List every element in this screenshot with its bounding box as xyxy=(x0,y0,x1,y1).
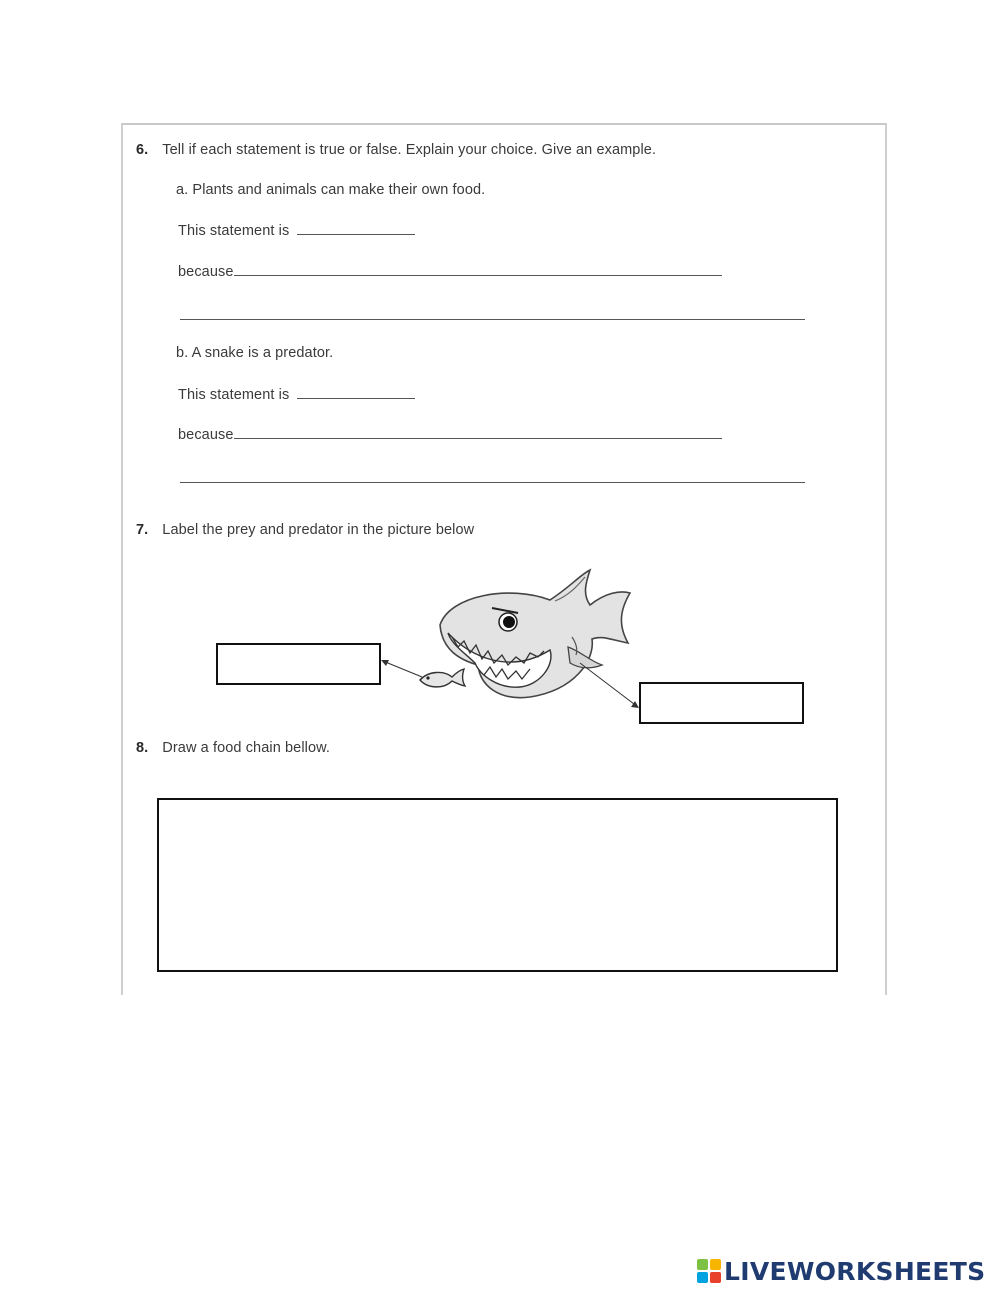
question-8-number: 8. xyxy=(136,740,149,756)
question-7-prompt: Label the prey and predator in the picture below xyxy=(162,522,475,538)
statement-b-verdict-blank[interactable] xyxy=(297,386,415,399)
statement-a: a. Plants and animals can make their own food. xyxy=(176,182,486,198)
statement-b-because-label: because xyxy=(178,427,234,443)
statement-b-verdict-row xyxy=(178,386,415,403)
predator-arrow xyxy=(580,663,638,707)
statement-b-answer-line[interactable] xyxy=(180,482,805,483)
statement-a-answer-line[interactable] xyxy=(180,319,805,320)
statement-b: b. A snake is a predator. xyxy=(176,345,334,361)
shark-and-fish-illustration xyxy=(380,565,640,715)
question-6-number: 6. xyxy=(136,142,149,158)
question-6-prompt: Tell if each statement is true or false. Explain your choice. Give an example. xyxy=(162,142,657,158)
question-7 xyxy=(136,522,474,538)
statement-a-because-row xyxy=(178,263,722,280)
question-8-prompt: Draw a food chain bellow. xyxy=(162,740,331,756)
statement-b-verdict-label: This statement is xyxy=(178,387,290,403)
predator-label-box[interactable] xyxy=(639,682,804,724)
statement-b-because-row xyxy=(178,426,722,443)
liveworksheets-logo xyxy=(697,1255,985,1287)
statement-a-verdict-row xyxy=(178,222,415,239)
statement-a-verdict-blank[interactable] xyxy=(297,222,415,235)
logo-text: LIVEWORKSHEETS xyxy=(724,1256,986,1286)
food-chain-drawing-box[interactable] xyxy=(157,798,838,972)
logo-blocks-icon xyxy=(697,1259,721,1283)
statement-a-because-label: because xyxy=(178,264,234,280)
statement-a-verdict-label: This statement is xyxy=(178,223,290,239)
question-8 xyxy=(136,740,330,756)
statement-a-because-blank[interactable] xyxy=(234,263,722,276)
statement-b-because-blank[interactable] xyxy=(234,426,722,439)
prey-label-box[interactable] xyxy=(216,643,381,685)
question-6 xyxy=(136,142,656,158)
question-7-number: 7. xyxy=(136,522,149,538)
prey-arrow xyxy=(383,661,422,677)
